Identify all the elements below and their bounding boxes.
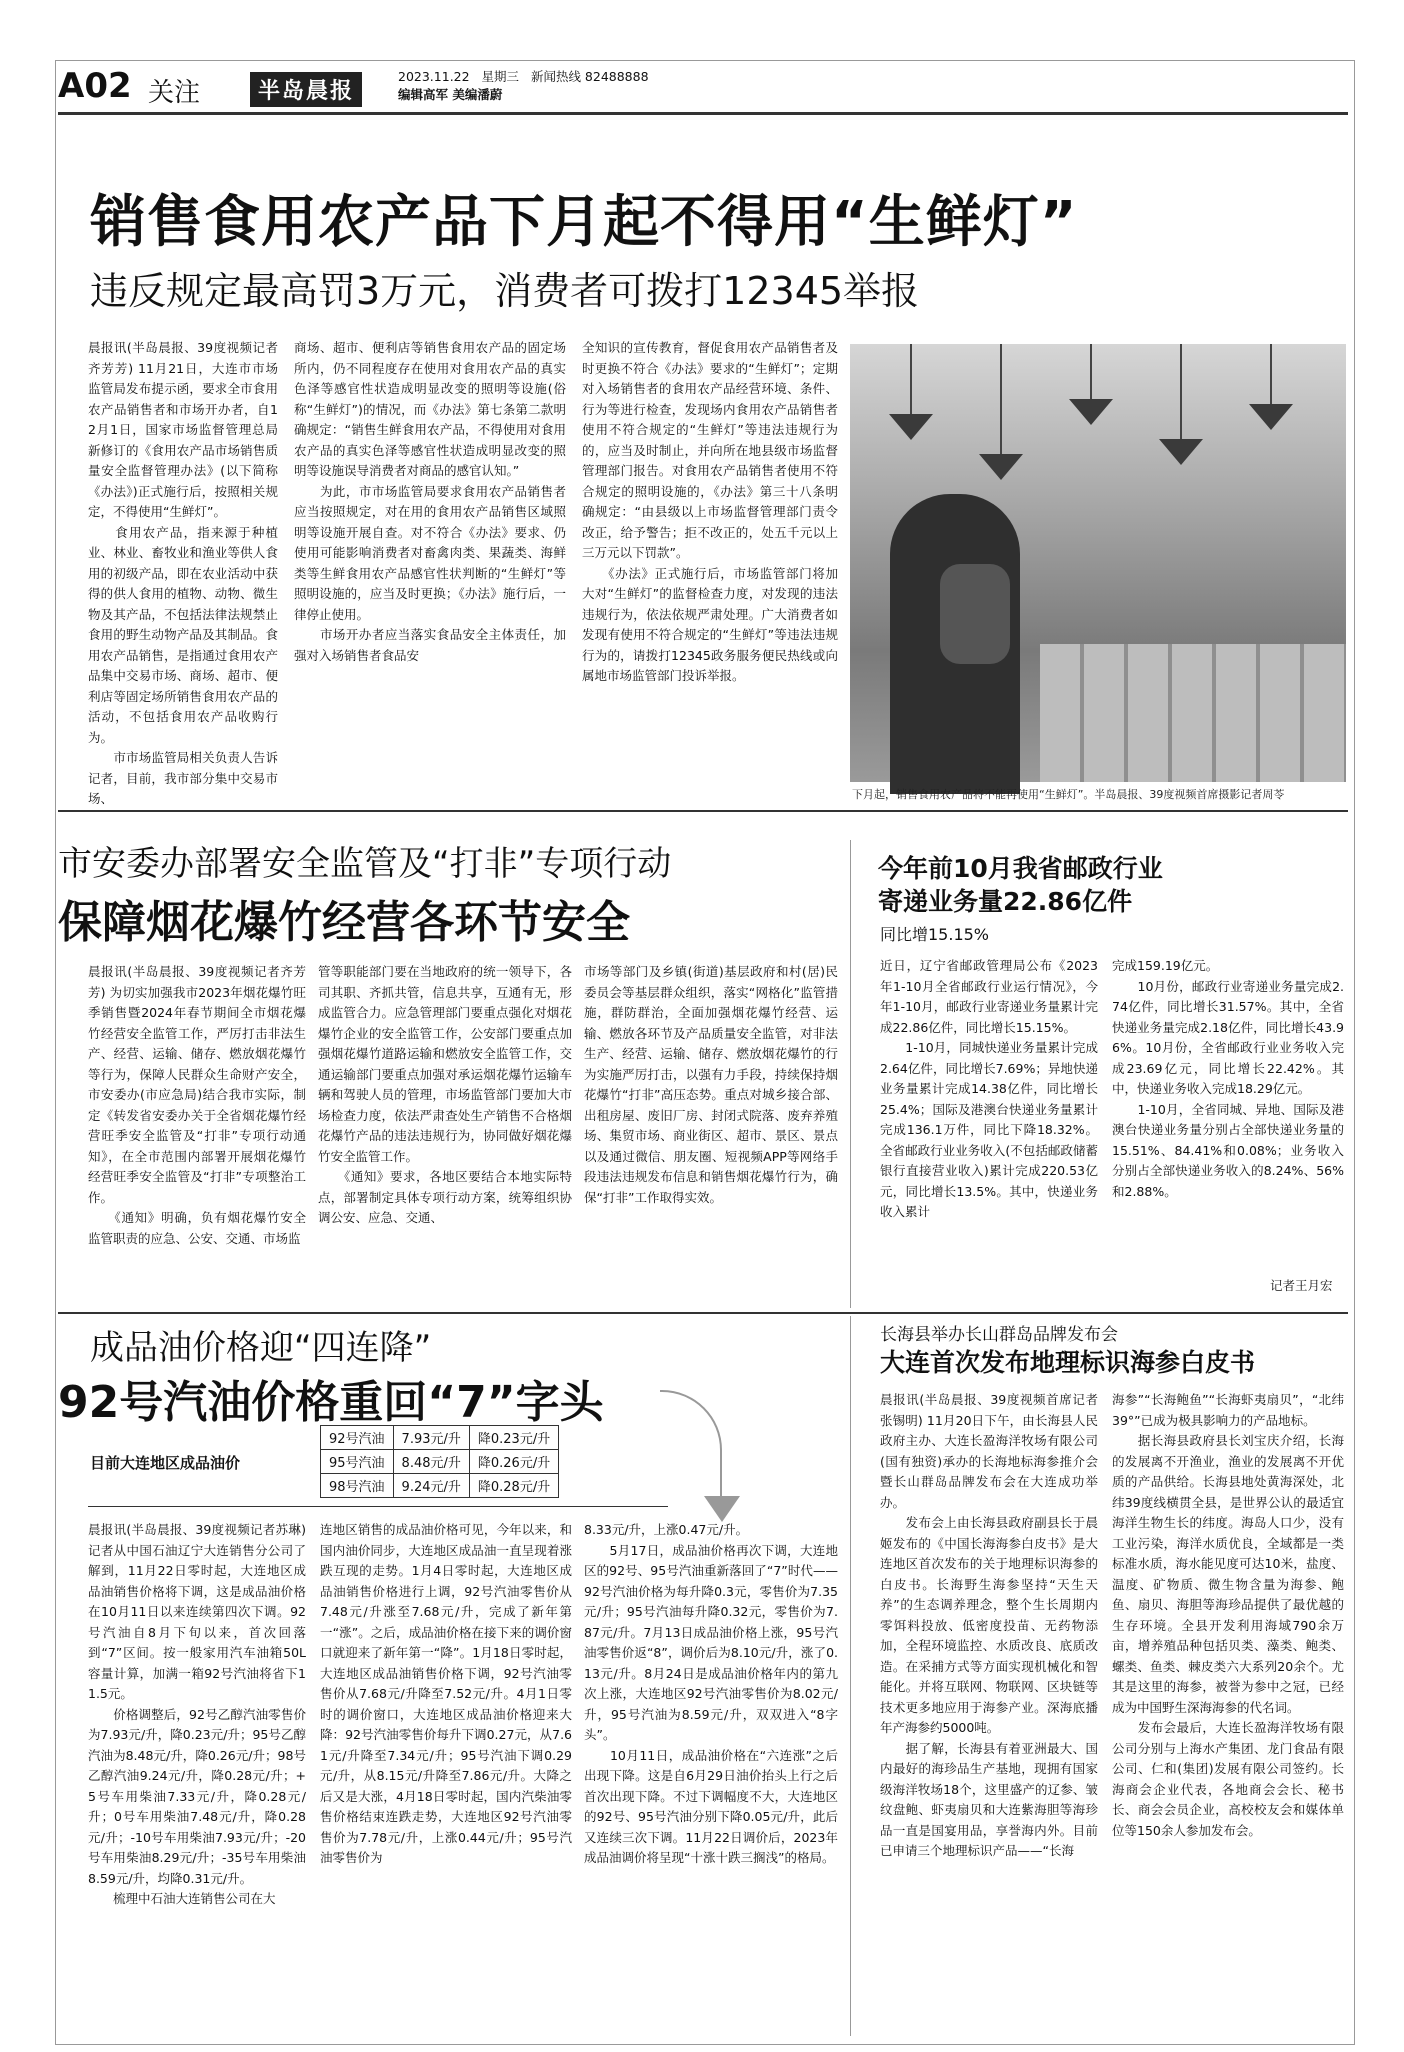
story3-title-line2: 寄递业务量22.86亿件 <box>878 887 1133 916</box>
story5-col1: 晨报讯(半岛晨报、39度视频首席记者张锡明) 11月20日下午，由长海县人民政府主办、大连长盈海洋牧场有限公司(国有独资)承办的长海地标海参推介会暨长山群岛品牌发布会在大连成功举办。 发布会上由长海县政府副县长于晨姬发布的《中国长海海参白皮书》是大连地区首次发布的关于地理标识海参的白皮书。长海野生海参坚持“天生天养”的生态调养理念，整个生长周期内零饵料投放、低密度投苗、无药物添加，全程环境监控、水质改良、底质改造。在采捕方式等方面实现机械化和智能化。并将互联网、物联网、区块链等技术更多地应用于海参产业。深海底播年产海参约5000吨。 据了解，长海县有着亚洲最大、国内最好的海珍品生产基地，现拥有国家级海洋牧场18个，这里盛产的辽参、皱纹盘鲍、虾夷扇贝和大连紫海胆等海珍品一直是国宴用品，享誉海内外。目前已申请三个地理标识产品——“长海 <box>880 1392 1098 1858</box>
price-grade: 92号汽油 <box>321 1426 394 1450</box>
issue-weekday: 星期三 <box>481 69 520 84</box>
story1-col1: 晨报讯(半岛晨报、39度视频记者齐芳芳) 11月21日，大连市市场监管局发布提示函，要求全市食用农产品销售者和市场开办者，自12月1日，国家市场监督管理总局新修订的《食用农产品市场销售质量安全监督管理办法》(以下简称《办法》)正式施行后，按照相关规定，不得使用“生鲜灯”。 食用农产品，指来源于种植业、林业、畜牧业和渔业等供人食用的初级产品，即在农业活动中获得的供人食用的植物、动物、微生物及其产品，不包括法律法规禁止食用的野生动物产品及其制品。食用农产品销售，是指通过食用农产品集中交易市场、商场、超市、便利店等固定场所销售食用农产品的活动，不包括食用农产品收购行为。 市市场监管局相关负责人告诉记者，目前，我市部分集中交易市场、 <box>88 340 278 806</box>
column-divider-1 <box>850 840 851 1308</box>
story4-col1: 晨报讯(半岛晨报、39度视频记者苏琳) 记者从中国石油辽宁大连销售分公司了解到，11月22日零时起，大连地区成品油销售价格将下调，这是成品油价格在10月11日以来连续第四次下调。92号汽油自8月下旬以来，首次回落到“7”区间。按一般家用汽车油箱50L容量计算，加满一箱92号汽油将省下11.5元。 价格调整后，92号乙醇汽油零售价为7.93元/升，降0.23元/升；95号乙醇汽油为8.48元/升，降0.26元/升；98号乙醇汽油9.24元/升，降0.28元/升；+5号车用柴油7.33元/升，降0.28元/升；0号车用柴油7.48元/升，降0.28元/升；-10号车用柴油7.93元/升；-20号车用柴油8.29元/升；-35号车用柴油8.59元/升，均降0.31元/升。 梳理中石油大连销售公司在大 <box>88 1522 306 1906</box>
story2-col2: 管等职能部门要在当地政府的统一领导下，各司其职、齐抓共管，信息共享，互通有无，形成监管合力。应急管理部门要重点强化对烟花爆竹企业的安全监管工作，公安部门要重点加强烟花爆竹道路运输和燃放安全监管工作，交通运输部门要重点加强对承运烟花爆竹运输车辆和驾驶人员的管理，市场监管部门要加大市场检查力度，依法严肃查处生产销售不合格烟花爆竹产品的违法违规行为，协同做好烟花爆竹安全监管工作。 《通知》要求，各地区要结合本地实际特点，部署制定具体专项行动方案，统筹组织协调公安、应急、交通、 <box>318 964 572 1225</box>
price-grade: 95号汽油 <box>321 1450 394 1474</box>
story4-col3: 8.33元/升，上涨0.47元/升。 5月17日，成品油价格再次下调，大连地区的92号、95号汽油重新落回了“7”时代——92号汽油价格为每升降0.3元，零售价为7.35元/升；95号汽油每升降0.32元，零售价为7.87元/升。7月13日成品油价格上涨，95号汽油零售价返“8”，调价后为8.10元/升，涨了0.13元/升。8月24日是成品油价格年内的第九次上涨，大连地区92号汽油零售价为8.02元/升，95号汽油为8.59元/升，双双进入“8字头”。 10月11日，成品油价格在“六连涨”之后出现下降。这是自6月29日油价抬头上行之后首次出现下降。不过下调幅度不大，大连地区的92号、95号汽油分别下降0.05元/升，此后又连续三次下调。11月22日调价后，2023年成品油调价将呈现“十涨十跌三搁浅”的格局。 <box>584 1522 838 1865</box>
story5-kicker: 长海县举办长山群岛品牌发布会 <box>880 1325 1118 1345</box>
price-row <box>321 1474 559 1498</box>
down-arrow-icon <box>704 1496 740 1522</box>
story3-col1: 近日，辽宁省邮政管理局公布《2023年1-10月全省邮政行业运行情况》，今年1-10月，邮政行业寄递业务量累计完成22.86亿件，同比增长15.15%。 1-10月，同城快递业务量累计完成2.64亿件，同比增长7.69%；异地快递业务量累计完成14.38亿件，同比增长25.4%；国际及港澳台快递业务量累计完成136.1万件，同比下降18.32%。全省邮政行业业务收入(不包括邮政储蓄银行直接营业收入)累计完成220.53亿元，同比增长13.5%。其中，快递业务收入累计 <box>880 958 1098 1219</box>
price-value: 7.93元/升 <box>393 1426 469 1450</box>
price-row <box>321 1426 559 1450</box>
story1-col2: 商场、超市、便利店等销售食用农产品的固定场所内，仍不同程度存在使用对食用农产品的真实色泽等感官性状造成明显改变的照明等设施(俗称“生鲜灯”)的情况，而《办法》第七条第二款明确规定：“销售生鲜食用农产品，不得使用对食用农产品的真实色泽等感官性状造成明显改变的照明等设施误导消费者对商品的感官认知。” 为此，市市场监管局要求食用农产品销售者应当按照规定，对在用的食用农产品销售区域照明等设施开展自查。对不符合《办法》要求、仍使用可能影响消费者对畜禽肉类、果蔬类、海鲜类等生鲜食用农产品感官性状判断的“生鲜灯”等照明设施的，应当及时更换；《办法》施行后，一律停止使用。 市场开办者应当落实食品安全主体责任，加强对入场销售者食品安 <box>294 340 566 663</box>
story2-title: 保障烟花爆竹经营各环节安全 <box>58 897 630 948</box>
editors-line: 编辑高军 美编潘蔚 <box>398 87 503 102</box>
story4-title: 92号汽油价格重回“7”字头 <box>58 1377 604 1428</box>
price-value: 8.48元/升 <box>393 1450 469 1474</box>
fuel-price-table <box>320 1425 559 1498</box>
story1-col3: 全知识的宣传教育，督促食用农产品销售者及时更换不符合《办法》要求的“生鲜灯”；定期对入场销售者的食用农产品经营环境、条件、行为等进行检查，发现场内食用农产品销售者使用不符合规定的“生鲜灯”等违法违规行为的，应当及时制止，并向所在地县级市场监督管理部门报告。对食用农产品销售者使用不符合规定的照明设施的，《办法》第三十八条明确规定：“由县级以上市场监督管理部门责令改正，给予警告；拒不改正的，处五千元以上三万元以下罚款”。 《办法》正式施行后，市场监管部门将加大对“生鲜灯”的监督检查力度，对发现的违法违规行为，依法依规严肃处理。广大消费者如发现有使用不符合规定的“生鲜灯”等违法违规行为的，请拨打12345政务服务便民热线或向属地市场监管部门投诉举报。 <box>582 340 838 683</box>
news-hotline: 新闻热线 82488888 <box>530 69 649 84</box>
newspaper-logo: 半岛晨报 <box>250 72 362 107</box>
story4-col2: 连地区销售的成品油价格可见，今年以来，和国内油价同步，大连地区成品油一直呈现着涨跌互现的走势。1月4日零时起，大连地区成品油销售价格进行上调，92号汽油零售价从7.48元/升涨至7.68元/升，完成了新年第一“涨”。之后，成品油价格在接下来的调价窗口就迎来了新年第一“降”。1月18日零时起，大连地区成品油销售价格下调，92号汽油零售价从7.68元/升降至7.52元/升。4月1日零时的调价窗口，大连地区成品油价格迎来大降：92号汽油零售价每升下调0.27元，从7.61元/升降至7.34元/升；95号汽油下调0.29元/升，从8.15元/升降至7.86元/升。大降之后又是大涨，4月18日零时起，国内汽柴油零售价格结束连跌走势，大连地区92号汽油零售价为7.78元/升，上涨0.44元/升；95号汽油零售价为 <box>320 1522 572 1865</box>
story3-col2: 完成159.19亿元。 10月份，邮政行业寄递业务量完成2.74亿件，同比增长31.57%。其中，全省快递业务量完成2.18亿件，同比增长43.96%。10月份，全省邮政行业业务收入完成23.69亿元，同比增长22.42%。其中，快递业务收入完成18.29亿元。 1-10月，全省同城、异地、国际及港澳台快递业务量分别占全部快递业务量的15.51%、84.41%和0.08%；业务收入分别占全部快递业务收入的8.24%、56%和2.88%。 <box>1112 958 1344 1199</box>
story3-subtitle: 同比增15.15% <box>880 925 990 944</box>
story5-col2: 海参”“长海鲍鱼”“长海虾夷扇贝”，“北纬39°”已成为极具影响力的产品地标。 据长海县政府县长刘宝庆介绍，长海的发展离不开渔业，渔业的发展离不开优质的产品供给。长海县地处黄海深处，北纬39度线横贯全县，是世界公认的最适宜海洋生物生长的纬度。海岛人口少，没有工业污染，海洋水质优良，全域都是一类标准水质，海水能见度可达10米，盐度、温度、矿物质、微生物含量为海参、鲍鱼、扇贝、海胆等海珍品提供了最优越的生存环境。全县开发利用海域790余万亩，增养殖品种包括贝类、藻类、鲍类、螺类、鱼类、棘皮类六大系列20余个。尤其是这里的海参，被誉为参中之冠，已经成为中国野生深海海参的代名词。 发布会最后，大连长盈海洋牧场有限公司分别与上海水产集团、龙门食品有限公司、仁和(集团)发展有限公司签约。长海商会企业代表，各地商会会长、秘书长、商会会员企业，高校校友会和媒体单位等150余人参加发布会。 <box>1112 1392 1344 1838</box>
photo-caption: 下月起，销售食用农产品将不能再使用“生鲜灯”。半岛晨报、39度视频首席摄影记者周苓 <box>852 788 1285 801</box>
story1-subtitle: 违反规定最高罚3万元，消费者可拨打12345举报 <box>90 269 920 313</box>
page-number: A02 <box>58 66 132 106</box>
header-meta <box>398 68 649 104</box>
price-value: 9.24元/升 <box>393 1474 469 1498</box>
price-row <box>321 1450 559 1474</box>
column-divider-2 <box>850 1316 851 2036</box>
story3-byline: 记者王月宏 <box>1270 1278 1333 1293</box>
story1-title: 销售食用农产品下月起不得用“生鲜灯” <box>90 190 1078 255</box>
story5-title: 大连首次发布地理标识海参白皮书 <box>880 1348 1256 1377</box>
story2-kicker: 市安委办部署安全监管及“打非”专项行动 <box>58 844 672 884</box>
section-name: 关注 <box>148 78 201 108</box>
price-grade: 98号汽油 <box>321 1474 394 1498</box>
story2-col1: 晨报讯(半岛晨报、39度视频记者齐芳芳) 为切实加强我市2023年烟花爆竹旺季销售暨2024年春节期间全市烟花爆竹经营安全监管工作，严厉打击非法生产、经营、运输、储存、燃放烟花爆竹等行为，保障人民群众生命财产安全，市安委办(市应急局)结合我市实际，制定《转发省安委办关于全省烟花爆竹经营旺季安全监管及“打非”专项行动通知》，在全市范围内部署开展烟花爆竹经营旺季安全监管及“打非”专项整治工作。 《通知》明确，负有烟花爆竹安全监管职责的应急、公安、交通、市场监 <box>88 964 306 1246</box>
section-rule-2 <box>58 1312 1348 1314</box>
story3-title <box>878 852 1163 918</box>
price-change: 降0.28元/升 <box>469 1474 558 1498</box>
section-rule-1 <box>58 810 1348 812</box>
story4-kicker: 成品油价格迎“四连降” <box>90 1328 432 1368</box>
price-change: 降0.23元/升 <box>469 1426 558 1450</box>
table-rule <box>88 1506 668 1507</box>
market-photo <box>850 344 1346 782</box>
story3-title-line1: 今年前10月我省邮政行业 <box>878 854 1163 883</box>
header-rule <box>58 112 1348 115</box>
price-table-label: 目前大连地区成品油价 <box>90 1454 241 1472</box>
story2-col3: 市场等部门及乡镇(街道)基层政府和村(居)民委员会等基层群众组织，落实“网格化”监管措施，群防群治，全面加强烟花爆竹经营、运输、燃放各环节及产品质量安全监管，对非法生产、经营、运输、储存、燃放烟花爆竹的行为实施严厉打击，以强有力手段，持续保持烟花爆竹“打非”高压态势。重点对城乡接合部、出租房屋、废旧厂房、封闭式院落、废弃养殖场、集贸市场、商业街区、超市、景区、景点以及通过微信、朋友圈、短视频APP等网络手段违法违规发布信息和销售烟花爆竹行为，确保“打非”工作取得实效。 <box>584 964 838 1205</box>
price-change: 降0.26元/升 <box>469 1450 558 1474</box>
issue-date: 2023.11.22 <box>398 69 470 84</box>
